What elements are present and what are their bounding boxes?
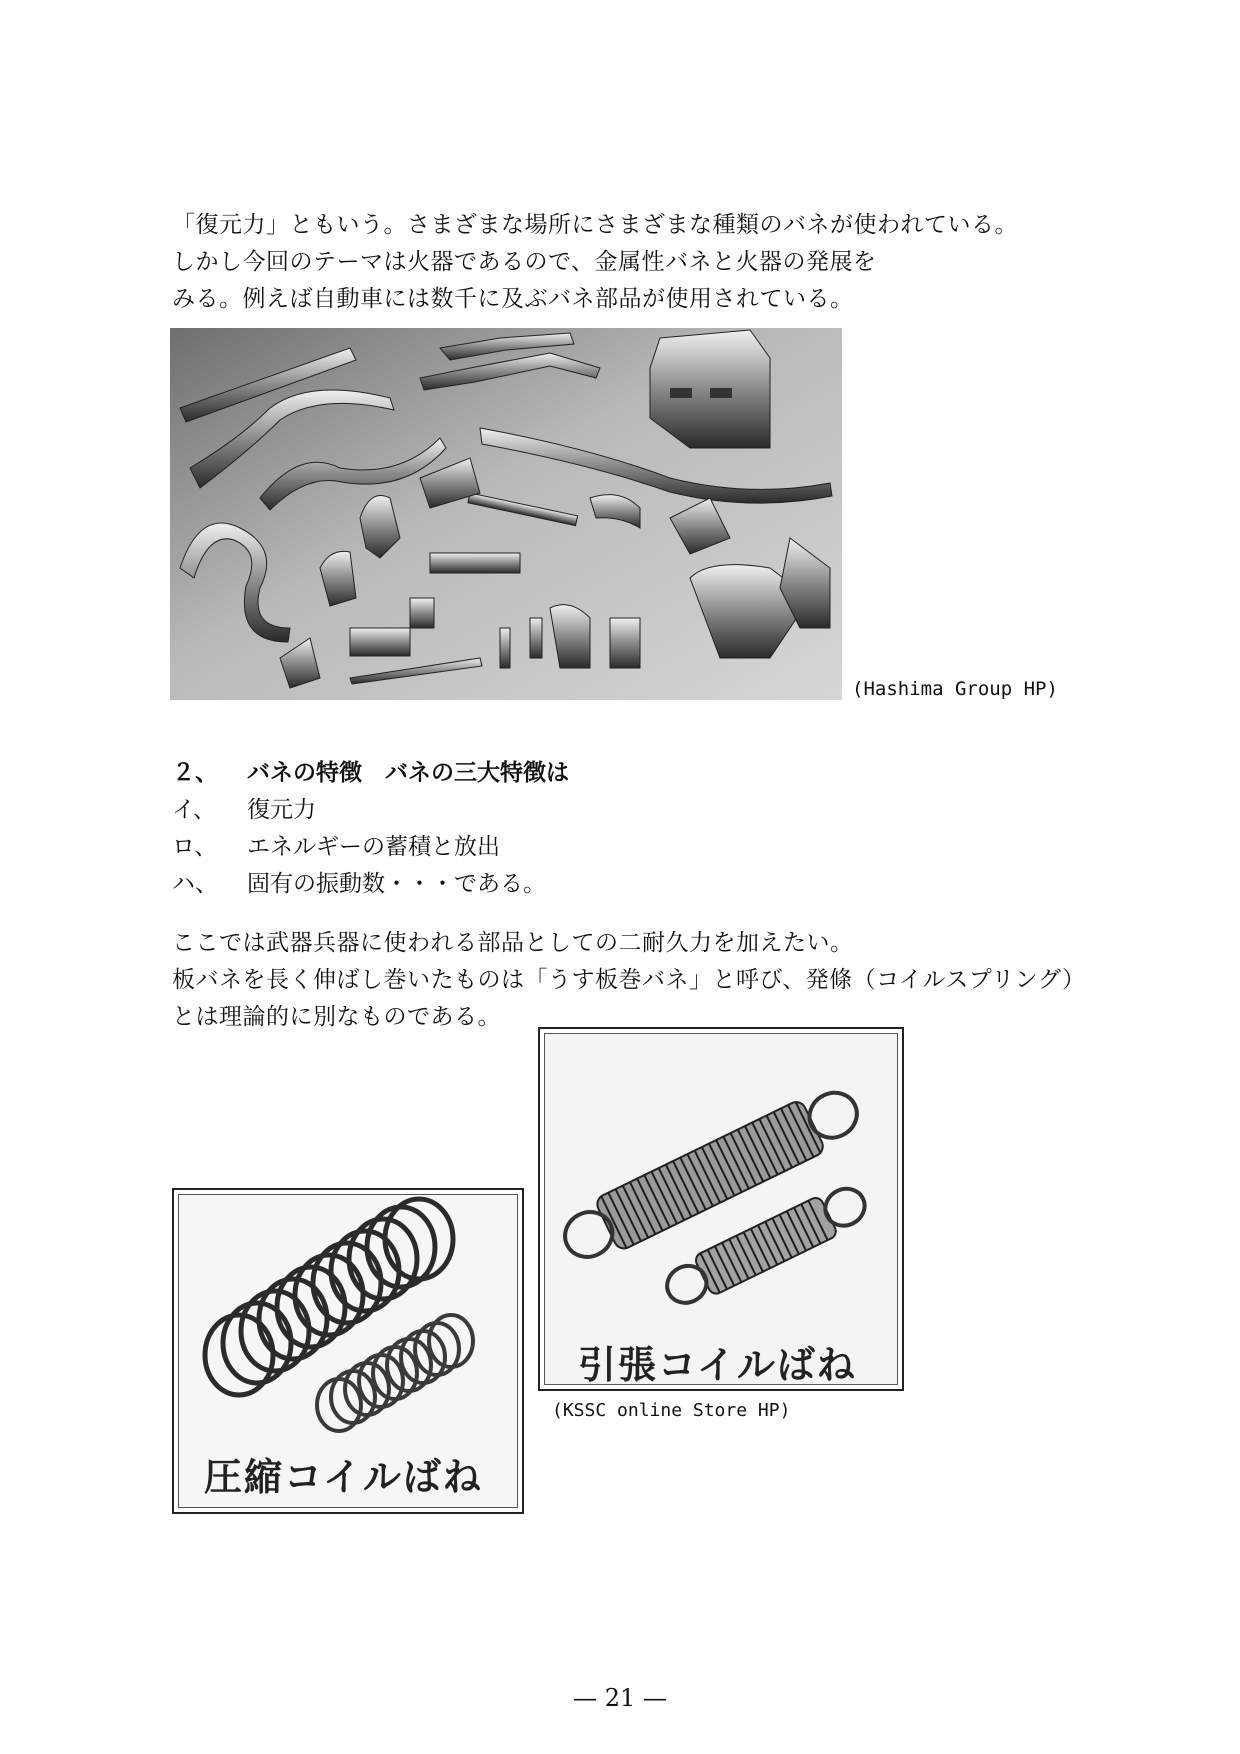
figure2-caption: (KSSC online Store HP) [552, 1400, 791, 1421]
list-marker: イ、 [172, 797, 216, 823]
section-heading [172, 755, 569, 792]
tension-spring-figure [538, 1027, 904, 1391]
intro-line: 「復元力」ともいう。さまざまな場所にさまざまな種類のバネが使われている。 [172, 212, 1018, 238]
section-number: ２、 [172, 760, 218, 786]
body-line: 板バネを長く伸ばし巻いたものは「うす板巻バネ」と呼び、発條（コイルスプリング） [172, 967, 1086, 993]
page-number: — 21 — [573, 1684, 667, 1712]
list-text: 固有の振動数・・・である。 [247, 871, 546, 897]
intro-paragraph [172, 207, 1018, 318]
list-marker: ロ、 [172, 834, 218, 860]
section-title: バネの特徴 バネの三大特徴は [247, 760, 569, 786]
body-line: とは理論的に別なものである。 [172, 1004, 501, 1030]
list-text: エネルギーの蓄積と放出 [247, 834, 500, 860]
tension-spring-photo [544, 1033, 898, 1385]
figure1-caption: (Hashima Group HP) [852, 678, 1058, 700]
tension-spring-label: 引張コイルばね [578, 1343, 857, 1387]
list-text: 復元力 [247, 797, 316, 823]
list-item [172, 792, 569, 829]
body-line: ここでは武器兵器に使われる部品としての二耐久力を加えたい。 [172, 930, 854, 956]
compression-spring-figure [172, 1188, 524, 1514]
leaf-springs-photo [170, 328, 842, 700]
list-marker: ハ、 [172, 871, 218, 897]
intro-line: しかし今回のテーマは火器であるので、金属性バネと火器の発展を [172, 249, 877, 275]
list-item [172, 866, 569, 903]
list-item [172, 829, 569, 866]
intro-line: みる。例えば自動車には数千に及ぶバネ部品が使用されている。 [172, 286, 854, 312]
spring-features-list [172, 755, 569, 903]
compression-spring-label: 圧縮コイルばね [204, 1455, 483, 1499]
body-paragraph [172, 925, 1086, 1036]
